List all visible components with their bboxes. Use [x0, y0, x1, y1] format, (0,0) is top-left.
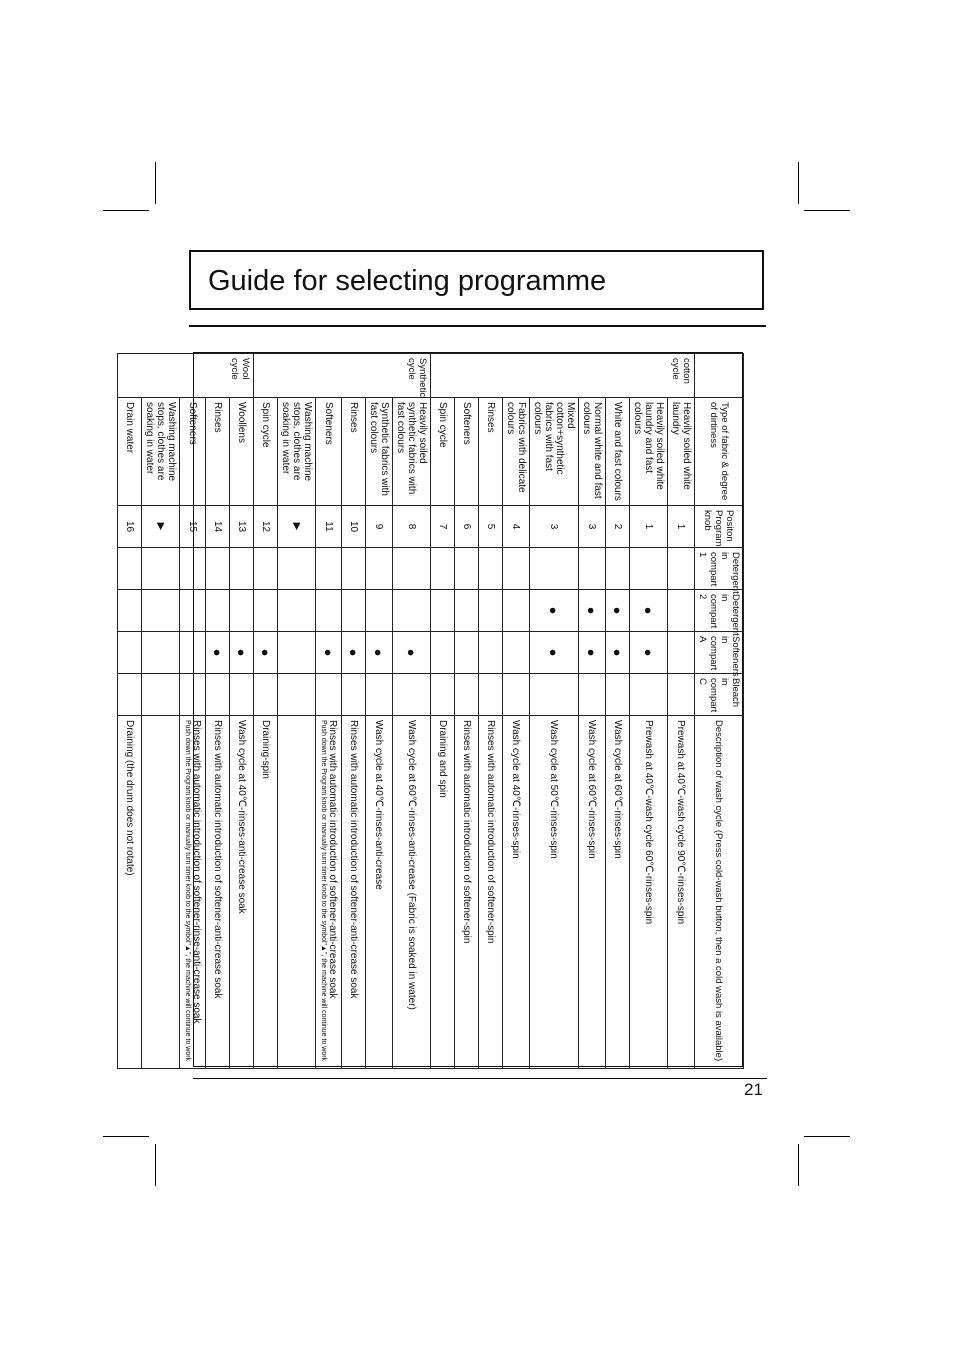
description-cell [668, 716, 695, 1069]
detergent-2-cell [342, 590, 366, 632]
softeners-a-cell [455, 632, 479, 674]
category-cell: Wool cycle [118, 354, 254, 398]
detergent-2-cell [455, 590, 479, 632]
bleach-c-cell [479, 674, 503, 716]
bleach-c-cell [342, 674, 366, 716]
table-row [342, 354, 366, 1069]
position-cell: 15 [180, 506, 206, 548]
category-cell: cotton cycle [431, 354, 695, 398]
fabric-cell: Washing machine stops, clothes are soaking in water [278, 398, 316, 506]
softeners-a-cell [503, 632, 530, 674]
softeners-a-cell: ● [366, 632, 393, 674]
detergent-1-cell [342, 548, 366, 590]
detergent-1-cell [668, 548, 695, 590]
bleach-c-cell [206, 674, 230, 716]
table-row [431, 354, 455, 1069]
bleach-c-cell [455, 674, 479, 716]
description-note: Push down the Program knob or manually turn timer knob to the symbol"▲", the machine will continue to work [183, 720, 191, 1062]
crop-mark-top-left-v [155, 162, 156, 204]
detergent-1-cell [316, 548, 342, 590]
detergent-2-cell [393, 590, 431, 632]
crop-mark-top-right-h [804, 210, 850, 211]
detergent-1-cell [142, 548, 180, 590]
description-text: Prewash at 40℃-wash cycle 60℃-rinses-spin [643, 720, 654, 925]
crop-mark-top-left-h [103, 210, 149, 211]
title-box [189, 250, 764, 310]
position-cell: 7 [431, 506, 455, 548]
detergent-2-cell [180, 590, 206, 632]
bleach-c-cell [606, 674, 630, 716]
description-cell [455, 716, 479, 1069]
description-text: Rinses with automatic introduction of softener-anti-crease soak [212, 720, 223, 999]
fabric-cell: Spin cycle [431, 398, 455, 506]
position-cell: 3 [579, 506, 606, 548]
position-cell: 13 [230, 506, 254, 548]
detergent-1-cell [455, 548, 479, 590]
fabric-cell: Woollens [230, 398, 254, 506]
category-cell: Synthetic cycle [254, 354, 431, 398]
softeners-a-cell [180, 632, 206, 674]
detergent-2-cell [206, 590, 230, 632]
softeners-a-cell [142, 632, 180, 674]
description-text: Rinses with automatic introduction of softener-anti-crease soak [348, 720, 359, 999]
detergent-2-cell: ● [630, 590, 668, 632]
programme-table-frame [124, 352, 743, 1067]
detergent-2-cell [142, 590, 180, 632]
fabric-cell: Softeners [455, 398, 479, 506]
table-row [278, 354, 316, 1069]
softeners-a-cell: ● [230, 632, 254, 674]
position-cell: 1 [630, 506, 668, 548]
softeners-a-cell: ● [316, 632, 342, 674]
description-cell [316, 716, 342, 1069]
description-cell [530, 716, 579, 1069]
header-softeners-a: Softeners in compart A [695, 632, 744, 674]
position-cell: 1 [668, 506, 695, 548]
crop-mark-bottom-right-h [804, 1136, 850, 1137]
detergent-2-cell: ● [530, 590, 579, 632]
detergent-1-cell [530, 548, 579, 590]
softeners-a-cell: ● [393, 632, 431, 674]
softeners-a-cell [479, 632, 503, 674]
position-cell: 16 [118, 506, 142, 548]
position-cell: ▶ [278, 506, 316, 548]
crop-mark-bottom-left-v [155, 1144, 156, 1186]
detergent-1-cell [180, 548, 206, 590]
fabric-cell: Rinses [342, 398, 366, 506]
fabric-cell: Heavily soiled white laundry and fast colours [630, 398, 668, 506]
detergent-1-cell [630, 548, 668, 590]
softeners-a-cell: ● [606, 632, 630, 674]
bleach-c-cell [366, 674, 393, 716]
detergent-2-cell [118, 590, 142, 632]
description-text: Wash cycle at 40℃-rinses-spin [510, 720, 522, 859]
position-cell: ▶ [142, 506, 180, 548]
bleach-c-cell [118, 674, 142, 716]
detergent-1-cell [278, 548, 316, 590]
header-detergent-2: Detergent in compart 2 [695, 590, 744, 632]
softeners-a-cell [278, 632, 316, 674]
fabric-cell: Normal white and fast colours [579, 398, 606, 506]
fabric-cell: Mixed cotton+synthetic fabrics with fast colours [530, 398, 579, 506]
detergent-2-cell: ● [606, 590, 630, 632]
softeners-a-cell: ● [254, 632, 278, 674]
detergent-1-cell [254, 548, 278, 590]
table-row [630, 354, 668, 1069]
description-cell [230, 716, 254, 1069]
fabric-cell: White and fast colours [606, 398, 630, 506]
detergent-1-cell [206, 548, 230, 590]
table-row [668, 354, 695, 1069]
description-cell [342, 716, 366, 1069]
description-cell [630, 716, 668, 1069]
description-text: Wash cycle at 60℃-rinses-spin [586, 720, 598, 859]
detergent-1-cell [579, 548, 606, 590]
description-note: Push down the Program knob or manually turn timer knob to the symbol"▲", the machine will continue to work [319, 720, 327, 1062]
description-text: Wash cycle at 40℃-rinses-anti-crease soak [236, 720, 247, 914]
position-cell: 6 [455, 506, 479, 548]
bleach-c-cell [254, 674, 278, 716]
bleach-c-cell [503, 674, 530, 716]
detergent-2-cell [668, 590, 695, 632]
crop-mark-bottom-left-h [103, 1136, 149, 1137]
fabric-cell: Heavily soiled synthetic fabrics with fast colours [393, 398, 431, 506]
programme-table-rotated [124, 353, 744, 1068]
table-row [579, 354, 606, 1069]
table-row [316, 354, 342, 1069]
detergent-2-cell [254, 590, 278, 632]
description-text: Wash cycle at 60℃-rinses-anti-crease (Fabric is soaked in water) [406, 720, 417, 1010]
description-text: Rinses with automatic introduction of softener-spin [485, 720, 496, 944]
bleach-c-cell [230, 674, 254, 716]
description-text: Draining and spin [437, 720, 448, 798]
detergent-1-cell [503, 548, 530, 590]
position-cell: 3 [530, 506, 579, 548]
position-cell: 12 [254, 506, 278, 548]
description-cell [206, 716, 230, 1069]
table-header-row [695, 354, 744, 1069]
footer-rule [193, 1078, 767, 1079]
page-title: Guide for selecting programme [208, 265, 607, 297]
softeners-a-cell: ● [530, 632, 579, 674]
description-cell [254, 716, 278, 1069]
softeners-a-cell [118, 632, 142, 674]
page-number: 21 [744, 1080, 763, 1099]
table-row [393, 354, 431, 1069]
fabric-cell: Softeners [316, 398, 342, 506]
programme-table [117, 353, 744, 1069]
detergent-1-cell [606, 548, 630, 590]
table-row [118, 354, 142, 1069]
position-cell: 11 [316, 506, 342, 548]
softeners-a-cell [668, 632, 695, 674]
softeners-a-cell: ● [342, 632, 366, 674]
bleach-c-cell [431, 674, 455, 716]
position-cell: 14 [206, 506, 230, 548]
table-row [366, 354, 393, 1069]
position-cell: 8 [393, 506, 431, 548]
bleach-c-cell [316, 674, 342, 716]
crop-mark-bottom-right-v [798, 1144, 799, 1186]
table-row [180, 354, 206, 1069]
description-cell [479, 716, 503, 1069]
description-text: Wash cycle at 50℃-rinses-spin [548, 720, 560, 859]
header-detergent-1: Detergent in compart 1 [695, 548, 744, 590]
description-cell [579, 716, 606, 1069]
table-row [206, 354, 230, 1069]
description-cell [142, 716, 180, 1069]
detergent-2-cell [503, 590, 530, 632]
detergent-2-cell [230, 590, 254, 632]
softeners-a-cell: ● [579, 632, 606, 674]
position-cell: 2 [606, 506, 630, 548]
detergent-2-cell [479, 590, 503, 632]
bleach-c-cell [278, 674, 316, 716]
description-text: Rinses with automatic introduction of softener-spin [461, 720, 472, 944]
header-fabric: Type of fabric & degree of dirtiness [695, 398, 744, 506]
table-row [530, 354, 579, 1069]
description-text: Prewash at 40℃-wash cycle 90℃-rinses-spin [675, 720, 687, 925]
detergent-1-cell [393, 548, 431, 590]
table-row [455, 354, 479, 1069]
header-description: Description of wash cycle (Press cold-wash button, then a cold wash is available) [695, 716, 744, 1069]
detergent-2-cell [278, 590, 316, 632]
description-cell [118, 716, 142, 1069]
table-row [503, 354, 530, 1069]
description-cell [431, 716, 455, 1069]
description-text: Rinses with automatic introduction of softener-anti-crease soak [326, 720, 338, 999]
table-row [254, 354, 278, 1069]
description-cell [366, 716, 393, 1069]
bleach-c-cell [579, 674, 606, 716]
description-text: Rinses with automatic introduction of softener-rinse-anti-crease soak [190, 720, 202, 1024]
bleach-c-cell [180, 674, 206, 716]
position-cell: 5 [479, 506, 503, 548]
fabric-cell: Rinses [206, 398, 230, 506]
description-cell [503, 716, 530, 1069]
position-cell: 4 [503, 506, 530, 548]
header-rule [189, 325, 766, 327]
crop-mark-top-right-v [798, 162, 799, 204]
bleach-c-cell [668, 674, 695, 716]
fabric-cell: Washing machine stops, clothes are soaking in water [142, 398, 180, 506]
table-row [479, 354, 503, 1069]
bleach-c-cell [393, 674, 431, 716]
fabric-cell: Synthetic fabrics with fast colours [366, 398, 393, 506]
fabric-cell: Heavily soiled white laundry [668, 398, 695, 506]
detergent-1-cell [118, 548, 142, 590]
softeners-a-cell: ● [206, 632, 230, 674]
description-text: Draining-spin [260, 720, 271, 779]
fabric-cell: Softeners [180, 398, 206, 506]
description-text: Draining (the drum does not rotate) [124, 720, 135, 876]
fabric-cell: Fabrics with delicate colours [503, 398, 530, 506]
header-bleach-c: Bleach in compart C [695, 674, 744, 716]
table-row [230, 354, 254, 1069]
table-row [606, 354, 630, 1069]
header-position: Positon Program knob [695, 506, 744, 548]
position-cell: 10 [342, 506, 366, 548]
bleach-c-cell [142, 674, 180, 716]
softeners-a-cell: ● [630, 632, 668, 674]
detergent-2-cell: ● [579, 590, 606, 632]
detergent-2-cell [366, 590, 393, 632]
description-cell [278, 716, 316, 1069]
detergent-1-cell [431, 548, 455, 590]
fabric-cell: Drain water [118, 398, 142, 506]
detergent-1-cell [366, 548, 393, 590]
description-cell [393, 716, 431, 1069]
detergent-2-cell [431, 590, 455, 632]
table-row [142, 354, 180, 1069]
detergent-1-cell [479, 548, 503, 590]
detergent-2-cell [316, 590, 342, 632]
description-cell [180, 716, 206, 1069]
bleach-c-cell [530, 674, 579, 716]
description-cell [606, 716, 630, 1069]
detergent-1-cell [230, 548, 254, 590]
fabric-cell: Spin cycle [254, 398, 278, 506]
position-cell: 9 [366, 506, 393, 548]
softeners-a-cell [431, 632, 455, 674]
header-category [695, 354, 744, 398]
fabric-cell: Rinses [479, 398, 503, 506]
bleach-c-cell [630, 674, 668, 716]
description-text: Wash cycle at 40℃-rinses-anti-crease [373, 720, 385, 890]
description-text: Wash cycle at 60℃-rinses-spin [612, 720, 623, 859]
